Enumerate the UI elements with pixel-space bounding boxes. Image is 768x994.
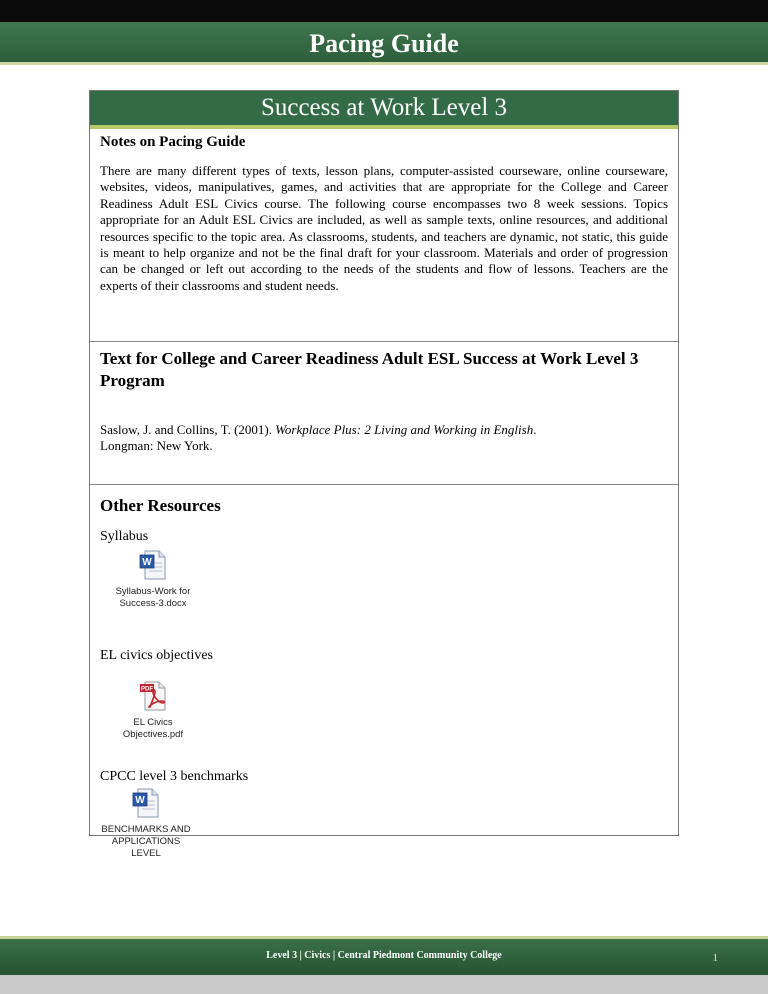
svg-text:PDF: PDF: [141, 686, 153, 693]
text-citation: [100, 422, 668, 455]
attachment-syllabus[interactable]: [108, 549, 198, 610]
caption-line-1: EL Civics: [133, 717, 173, 728]
attachment-el-civics[interactable]: [108, 680, 198, 741]
citation-authors: Saslow, J. and Collins, T. (2001).: [100, 422, 276, 437]
citation-publisher: Longman: New York.: [100, 438, 213, 454]
attachment-caption: [96, 824, 196, 860]
citation-end: .: [533, 422, 537, 437]
page-footer: [0, 936, 768, 975]
top-edge-bar: [0, 0, 768, 22]
notes-body: There are many different types of texts, lesson plans, computer-assisted courseware, online courseware, websites, videos, manipulatives, games, and activities that are appropriate for the College and Career Readiness Adult ESL Civics course. The following course encompasses two 8 week sessions. Topics appropriate for an Adult ESL Civics are included, as well as sample texts, online resources, and additional resources specific to the topic area. As classrooms, students, and teachers are dynamic, not static, this guide is meant to help organize and not be the final draft for your classroom. Materials and order of progression can be changed or left out according to the needs of the students and flow of lessons. Teachers are the experts of their classrooms and student needs.: [100, 163, 668, 293]
notes-heading: Notes on Pacing Guide: [100, 134, 246, 150]
pdf-icon: [137, 680, 169, 712]
caption-line-2: Success-3.docx: [119, 598, 187, 609]
attachment-caption: [108, 717, 198, 741]
caption-line-1: Syllabus-Work for: [115, 586, 191, 597]
svg-text:W: W: [135, 795, 145, 806]
caption-line-2: APPLICATIONS LEVEL: [111, 836, 181, 859]
page-header: [0, 22, 768, 65]
word-doc-icon: [130, 787, 162, 819]
citation-title: Workplace Plus: 2 Living and Working in English: [275, 422, 534, 437]
text-section-heading: Text for College and Career Readiness Adult ESL Success at Work Level 3 Program: [100, 349, 639, 390]
footer-text: Level 3 | Civics | Central Piedmont Community College: [266, 950, 502, 961]
resources-heading: Other Resources: [100, 496, 221, 515]
text-section: [90, 342, 678, 485]
page-number: 1: [712, 952, 718, 964]
attachment-benchmarks[interactable]: [96, 787, 196, 860]
document-table: [89, 90, 679, 859]
svg-text:W: W: [142, 557, 152, 568]
page-header-title: Pacing Guide: [309, 29, 459, 58]
word-doc-icon: [137, 549, 169, 581]
attachment-caption: [108, 586, 198, 610]
caption-line-1: BENCHMARKS AND: [101, 824, 191, 835]
document-title: Success at Work Level 3: [90, 91, 678, 129]
resources-section: [90, 489, 678, 860]
resource-label-el-civics: EL civics objectives: [100, 648, 213, 663]
resource-label-benchmarks: CPCC level 3 benchmarks: [100, 769, 249, 784]
caption-line-2: Objectives.pdf: [122, 729, 184, 740]
resource-label-syllabus: Syllabus: [100, 529, 149, 544]
notes-section: [90, 129, 678, 342]
bottom-edge-bar: [0, 975, 768, 994]
